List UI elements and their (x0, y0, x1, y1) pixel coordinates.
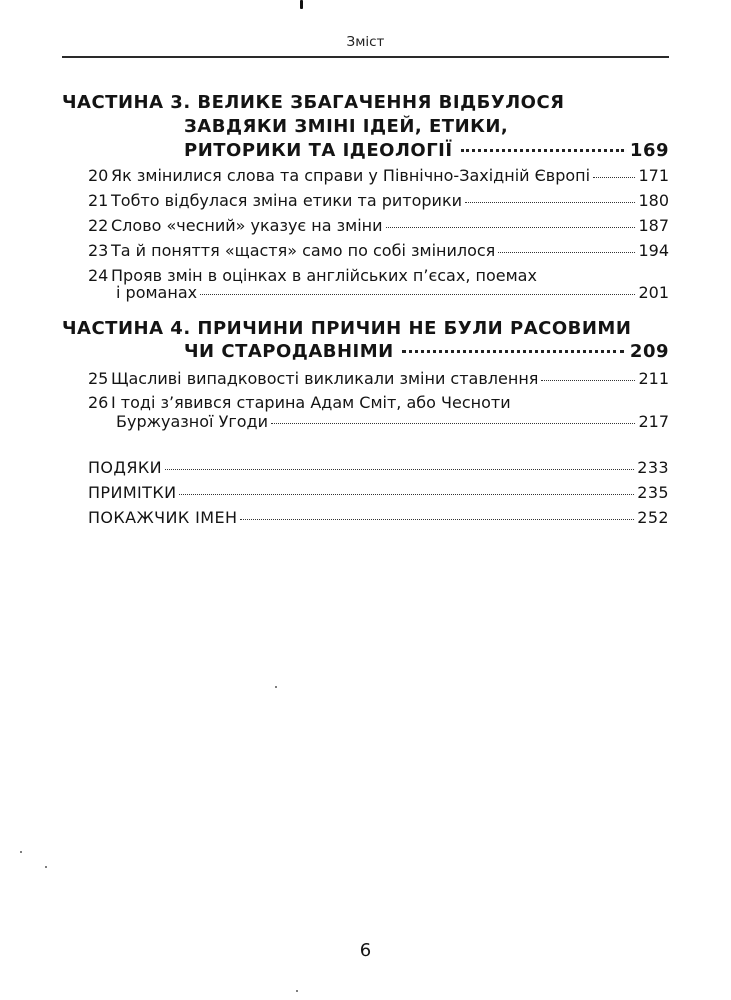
chapter-page: 194 (638, 241, 669, 260)
chapter-20-entry[interactable] (88, 166, 669, 185)
back-matter-page: 233 (637, 458, 669, 477)
chapter-number: 25 (88, 369, 109, 388)
chapter-page: 217 (638, 412, 669, 431)
dot-leader (386, 227, 636, 228)
scan-speck (20, 851, 22, 853)
chapter-number: 24 (88, 266, 109, 285)
chapter-title: Та й поняття «щастя» само по собі змінилося (111, 241, 496, 260)
back-matter-page: 235 (637, 483, 669, 502)
chapter-22-entry[interactable] (88, 216, 669, 235)
chapter-number: 20 (88, 166, 109, 185)
chapter-number: 26 (88, 393, 109, 412)
part4-heading-line2: ЧИ СТАРОДАВНІМИ (184, 341, 394, 362)
chapter-title: Як змінилися слова та справи у Північно-Західній Європі (111, 166, 591, 185)
back-matter-notes[interactable] (88, 483, 669, 502)
dot-leader (593, 177, 635, 178)
dot-leader (541, 380, 635, 381)
chapter-23-entry[interactable] (88, 241, 669, 260)
dot-leader (402, 350, 624, 353)
chapter-25-entry[interactable] (88, 369, 669, 388)
chapter-title: І тоді з’явився старина Адам Сміт, або Чесноти (111, 393, 511, 412)
back-matter-acknowledgements[interactable] (88, 458, 669, 477)
chapter-number: 21 (88, 191, 109, 210)
part3-page: 169 (629, 140, 669, 161)
part4-entry[interactable] (184, 341, 669, 362)
print-mark (300, 0, 303, 9)
chapter-title-continued: і романах (116, 283, 198, 302)
chapter-page: 201 (638, 283, 669, 302)
chapter-page: 180 (638, 191, 669, 210)
chapter-title: Слово «чесний» указує на зміни (111, 216, 383, 235)
running-head: Зміст (346, 34, 385, 50)
header-rule (62, 56, 669, 58)
part3-heading-line1: ЧАСТИНА 3. ВЕЛИКЕ ЗБАГАЧЕННЯ ВІДБУЛОСЯ (62, 92, 565, 113)
scan-speck (275, 686, 277, 688)
chapter-page: 211 (638, 369, 669, 388)
dot-leader (461, 149, 624, 152)
chapter-page: 171 (638, 166, 669, 185)
back-matter-page: 252 (637, 508, 669, 527)
part3-heading-line3: РИТОРИКИ ТА ІДЕОЛОГІЇ (184, 140, 453, 161)
page-number: 6 (359, 940, 372, 961)
scan-speck (296, 990, 298, 992)
dot-leader (165, 469, 634, 470)
back-matter-title: ПОДЯКИ (88, 458, 162, 477)
dot-leader (240, 519, 634, 520)
chapter-24-entry-line2[interactable] (116, 283, 669, 302)
part4-heading-line1: ЧАСТИНА 4. ПРИЧИНИ ПРИЧИН НЕ БУЛИ РАСОВИМИ (62, 318, 632, 339)
chapter-number: 23 (88, 241, 109, 260)
scan-speck (45, 866, 47, 868)
chapter-number: 22 (88, 216, 109, 235)
back-matter-title: ПРИМІТКИ (88, 483, 177, 502)
chapter-page: 187 (638, 216, 669, 235)
dot-leader (271, 423, 635, 424)
part4-page: 209 (629, 341, 669, 362)
dot-leader (465, 202, 635, 203)
back-matter-name-index[interactable] (88, 508, 669, 527)
dot-leader (200, 294, 635, 295)
chapter-title-continued: Буржуазної Угоди (116, 412, 268, 431)
chapter-26-entry-line2[interactable] (116, 412, 669, 431)
dot-leader (498, 252, 635, 253)
chapter-26-entry-line1[interactable] (88, 393, 511, 412)
chapter-title: Прояв змін в оцінках в англійських п’єсах, поемах (111, 266, 537, 285)
chapter-title: Щасливі випадковості викликали зміни ставлення (111, 369, 539, 388)
back-matter-title: ПОКАЖЧИК ІМЕН (88, 508, 238, 527)
part3-entry[interactable] (184, 140, 669, 161)
part3-heading-line2: ЗАВДЯКИ ЗМІНІ ІДЕЙ, ЕТИКИ, (184, 116, 509, 137)
chapter-21-entry[interactable] (88, 191, 669, 210)
dot-leader (179, 494, 634, 495)
chapter-title: Тобто відбулася зміна етики та риторики (111, 191, 463, 210)
